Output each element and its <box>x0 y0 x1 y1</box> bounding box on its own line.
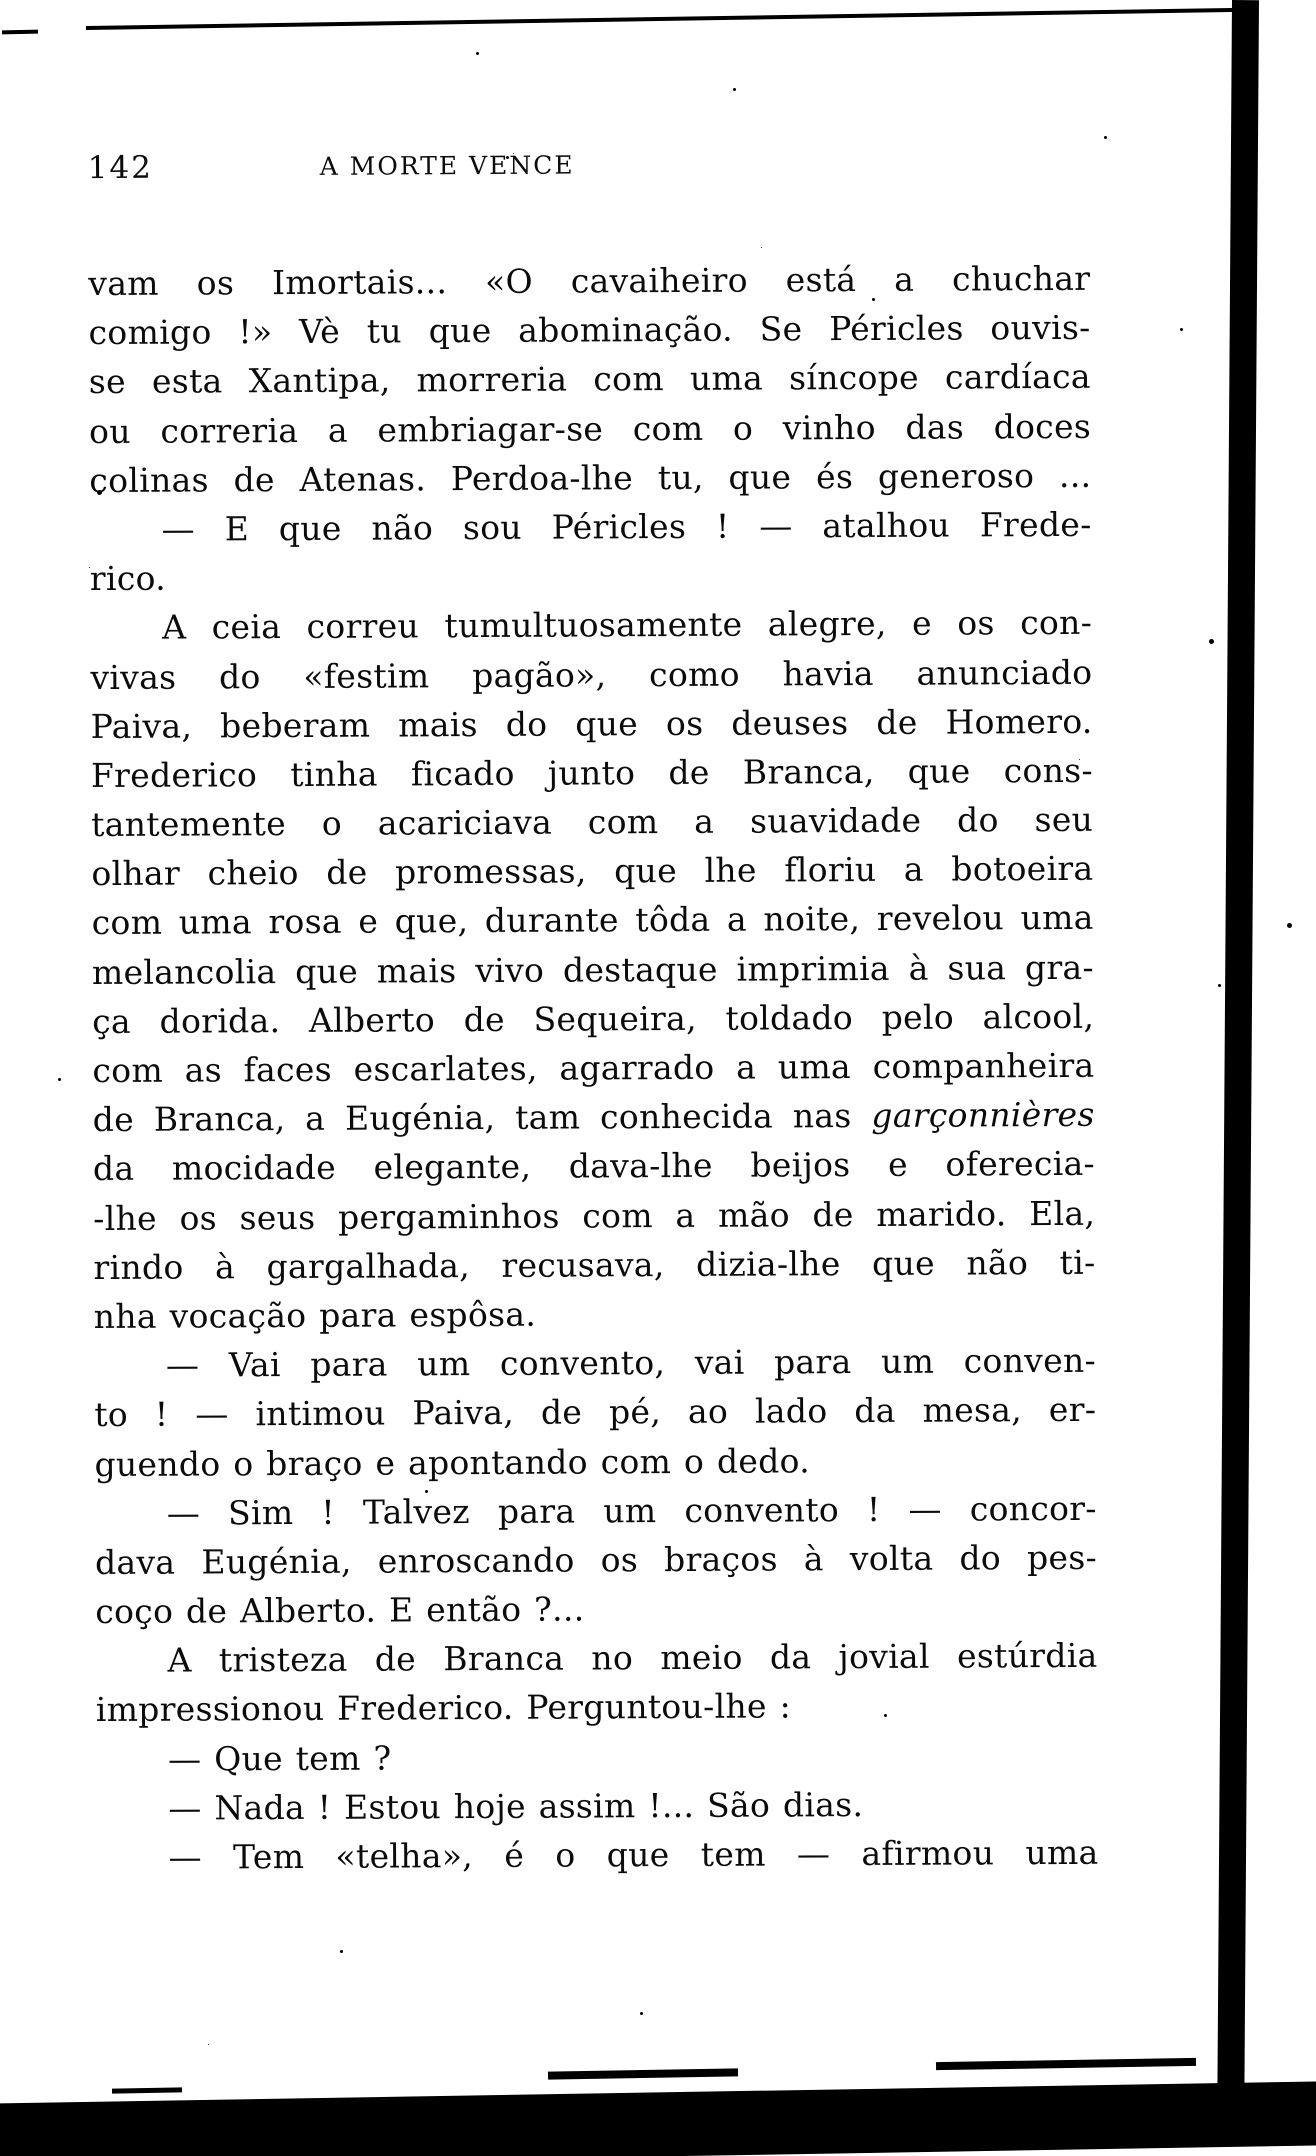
text-line <box>89 352 1091 406</box>
text-line <box>90 549 1092 603</box>
text-line <box>96 1779 1098 1833</box>
text-segment: nha vocação para espôsa. <box>93 1294 537 1336</box>
text-segment: comigo !» Vè tu que abominação. Se Péricles ouvis- <box>88 308 1091 353</box>
text-line <box>95 1533 1097 1587</box>
text-segment: se esta Xantipa, morreria com uma síncope cardíaca <box>88 357 1091 402</box>
text-segment: com as faces escarlates, agarrado a uma companheira <box>92 1045 1095 1091</box>
text-line <box>93 1238 1095 1292</box>
text-segment: rico. <box>89 558 167 599</box>
text-segment: ou correria a embriagar-se com o vinho das doces <box>89 406 1092 451</box>
text-line <box>96 1828 1098 1882</box>
running-title: A MORTE VENCE <box>319 150 575 181</box>
text-segment: — Nada ! Estou hoje assim !... São dias. <box>168 1784 864 1828</box>
text-segment: — E que não sou Péricles ! — atalhou Frede- <box>161 504 1092 549</box>
text-line <box>93 1139 1095 1193</box>
text-line <box>94 1336 1096 1390</box>
text-line <box>96 1729 1098 1783</box>
text-segment: Paiva, beberam mais do que os deuses de Homero. <box>90 701 1093 746</box>
text-line <box>88 303 1090 357</box>
text-segment: vam os Imortais... «O cavaiheiro está a chuchar <box>88 258 1091 304</box>
text-line <box>95 1582 1097 1636</box>
text-line <box>93 1188 1095 1242</box>
text-segment: A ceia correu tumultuosamente alegre, e os con- <box>162 603 1093 647</box>
text-segment: impressionou Frederico. Perguntou-lhe : <box>95 1686 792 1730</box>
text-line <box>93 1090 1095 1144</box>
text-line <box>95 1631 1097 1685</box>
text-line <box>89 451 1091 505</box>
text-line <box>92 942 1094 996</box>
text-line <box>92 893 1094 947</box>
text-segment: — Que tem ? <box>167 1738 392 1779</box>
text-segment: — Vai para um convento, vai para um conven- <box>165 1340 1097 1385</box>
text-segment: colinas de Atenas. Perdoa-lhe tu, que és generoso ... <box>89 455 1092 500</box>
text-line <box>95 1483 1097 1537</box>
text-segment: melancolia que mais vivo destaque imprimia à sua gra- <box>91 947 1095 992</box>
text-segment: — Tem «telha», é o que tem — afirmou uma <box>168 1832 1099 1877</box>
text-segment: — Sim ! Talvez para um convento ! — concor- <box>166 1488 1097 1533</box>
text-line <box>88 254 1090 308</box>
text-line <box>96 1680 1098 1734</box>
text-line <box>92 992 1094 1046</box>
text-line <box>89 401 1091 455</box>
page-number: 142 <box>87 149 153 187</box>
text-line <box>91 746 1093 800</box>
text-segment: rindo à gargalhada, recusava, dizia-lhe que não ti- <box>93 1242 1096 1287</box>
text-segment: to ! — intimou Paiva, de pé, ao lado da mesa, er- <box>94 1390 1097 1435</box>
text-segment: com uma rosa e que, durante tôda a noite, revelou uma <box>91 898 1094 943</box>
text-line <box>92 1041 1094 1095</box>
text-line <box>90 598 1092 652</box>
text-segment: vivas do «festim pagão», como havia anunciado <box>90 652 1093 697</box>
text-segment: A tristeza de Branca no meio da jovial estúrdia <box>167 1636 1098 1680</box>
text-segment: guendo o braço e apontando com o dedo. <box>94 1440 811 1484</box>
text-segment: tantemente o acariciava com a suavidade do seu <box>91 799 1094 845</box>
text-line <box>94 1385 1096 1439</box>
text-segment: dava Eugénia, enroscando os braços à volta do pes- <box>94 1537 1098 1582</box>
text-line <box>94 1434 1096 1488</box>
text-segment: ça dorida. Alberto de Sequeira, toldado pelo alcool, <box>92 996 1095 1041</box>
text-segment: Frederico tinha ficado junto de Branca, que cons- <box>90 750 1093 795</box>
page-text <box>88 254 1098 1882</box>
text-segment: coço de Alberto. E então ?... <box>95 1589 585 1632</box>
text-segment: de Branca, a Eugénia, tam conhecida nas <box>92 1096 872 1140</box>
text-segment: da mocidade elegante, dava-lhe beijos e oferecia- <box>92 1144 1096 1189</box>
text-line <box>91 844 1093 898</box>
text-segment: -lhe os seus pergaminhos com a mão de marido. Ela, <box>93 1193 1096 1238</box>
text-line <box>89 500 1091 554</box>
text-line <box>91 795 1093 849</box>
italic-text-segment: garçonnières <box>871 1094 1095 1136</box>
text-line <box>90 647 1092 701</box>
text-line <box>91 696 1093 750</box>
text-line <box>94 1287 1096 1341</box>
text-segment: olhar cheio de promessas, que lhe floriu a botoeira <box>91 849 1094 894</box>
